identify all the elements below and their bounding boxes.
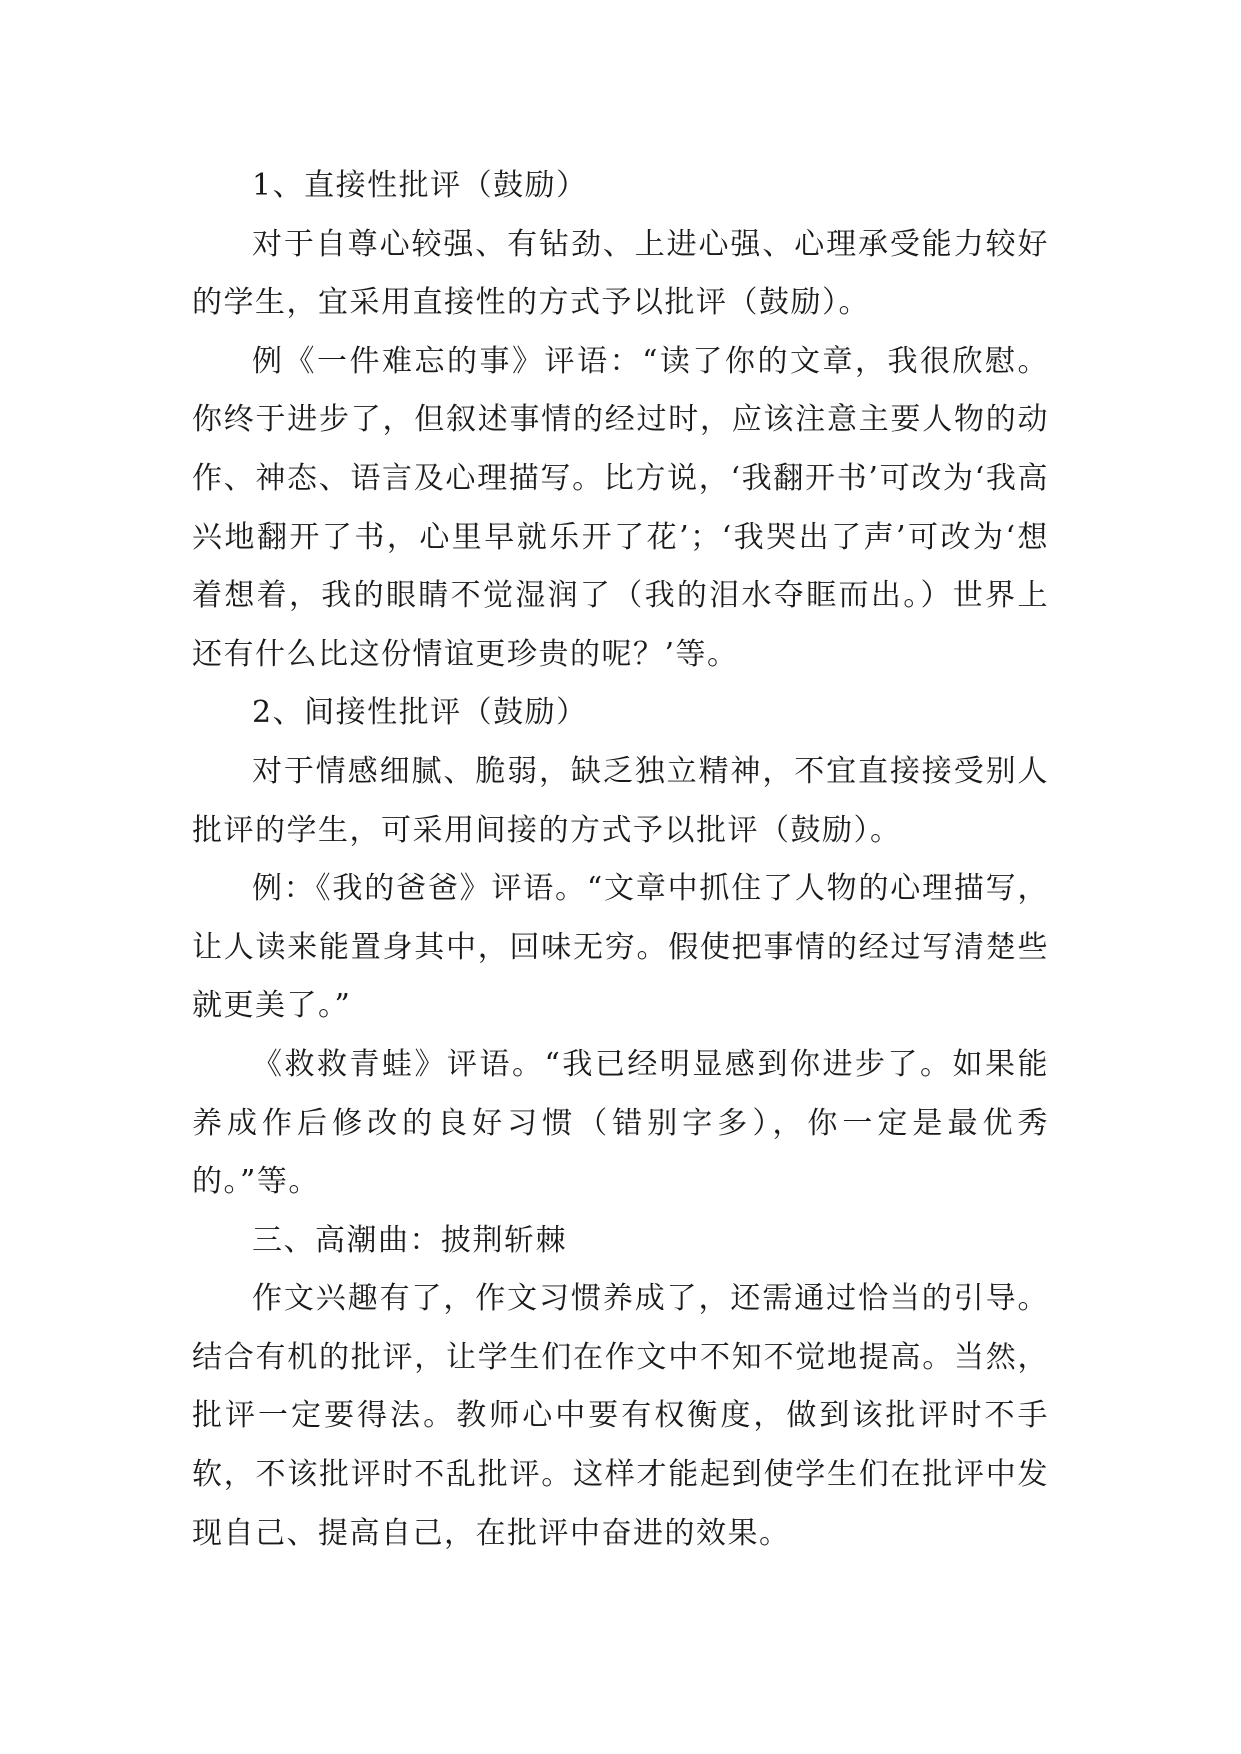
example-my-father: 例：《我的爸爸》评语。“文章中抓住了人物的心理描写，让人读来能置身其中，回味无穷。假使把事情的经过写清楚些就更美了。” (192, 871, 1049, 1024)
document-body (192, 157, 1049, 1563)
example-save-frog: 《救救青蛙》评语。“我已经明显感到你进步了。如果能养成作后修改的良好习惯（错别字多），你一定是最优秀的。”等。 (192, 1046, 1049, 1200)
paragraph-direct-criticism: 对于自尊心较强、有钻劲、上进心强、心理承受能力较好的学生，宜采用直接性的方式予以批评（鼓励）。 (192, 226, 1049, 321)
heading-direct-criticism: 1、直接性批评（鼓励） (252, 168, 588, 203)
paragraph-indirect-criticism: 对于情感细腻、脆弱，缺乏独立精神，不宜直接接受别人批评的学生，可采用间接的方式予以批评（鼓励）。 (192, 753, 1049, 848)
paragraph-conclusion: 作文兴趣有了，作文习惯养成了，还需通过恰当的引导。结合有机的批评，让学生们在作文中不知不觉地提高。当然，批评一定要得法。教师心中要有权衡度，做到该批评时不手软，不该批评时不乱批评。这样才能起到使学生们在批评中发现自己、提高自己，在批评中奋进的效果。 (192, 1281, 1049, 1551)
example-direct-criticism: 例《一件难忘的事》评语：“读了你的文章，我很欣慰。你终于进步了，但叙述事情的经过时，应该注意主要人物的动作、神态、语言及心理描写。比方说，‘我翻开书’可改为‘我高兴地翻开了书，心里早就乐开了花’；‘我哭出了声’可改为‘想着想着，我的眼睛不觉湿润了（我的泪水夺眶而出。）世界上还有什么比这份情谊更珍贵的呢？’等。 (192, 343, 1049, 672)
heading-climax: 三、高潮曲：披荆斩棘 (252, 1222, 567, 1258)
heading-indirect-criticism: 2、间接性批评（鼓励） (252, 695, 588, 731)
